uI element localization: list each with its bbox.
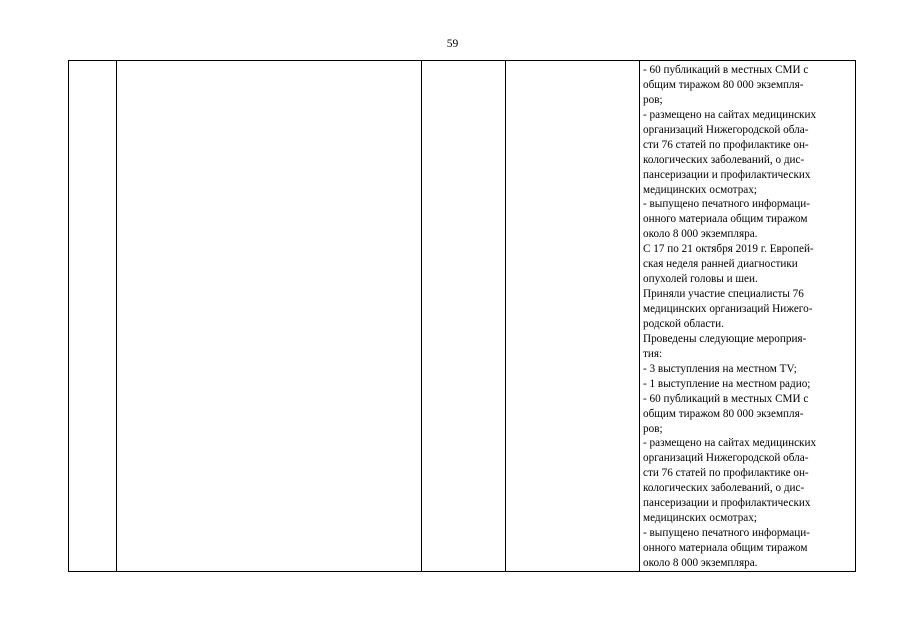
text-line: медицинских осмотрах; xyxy=(643,183,757,196)
page-number: 59 xyxy=(446,38,459,50)
table-cell-1 xyxy=(69,61,117,572)
table-cell-5 xyxy=(640,61,856,572)
text-line: Приняли участие специалисты 76 xyxy=(643,288,804,301)
text-line: ская неделя ранней диагностики xyxy=(643,258,798,271)
text-line: около 8 000 экземпляра. xyxy=(643,228,758,241)
text-line: медицинских организаций Нижего- xyxy=(643,303,813,315)
text-line: организаций Нижегородской обла- xyxy=(643,123,809,136)
text-line: пансеризации и профилактических xyxy=(643,497,811,510)
text-line: онного материала общим тиражом xyxy=(643,213,808,226)
text-line: ров; xyxy=(643,422,663,435)
text-line: Проведены следующие мероприя- xyxy=(643,332,807,345)
text-line: медицинских осмотрах; xyxy=(643,512,757,525)
text-line: родской области. xyxy=(643,317,724,330)
text-line: С 17 по 21 октября 2019 г. Европей- xyxy=(643,243,814,256)
text-line: опухолей головы и шеи. xyxy=(643,273,758,286)
measures-description xyxy=(640,61,855,571)
text-line: организаций Нижегородской обла- xyxy=(643,452,809,465)
text-line: онного материала общим тиражом xyxy=(643,542,808,554)
text-line: - размещено на сайтах медицинских xyxy=(643,437,817,450)
text-line: пансеризации и профилактических xyxy=(643,168,811,181)
text-line: - выпущено печатного информаци- xyxy=(643,527,810,540)
text-line: - 1 выступление на местном радио; xyxy=(643,377,811,390)
text-line: тия: xyxy=(643,347,663,360)
document-table xyxy=(68,60,856,572)
text-line: - выпущено печатного информаци- xyxy=(643,198,810,211)
table-cell-2 xyxy=(117,61,422,572)
text-line: - 60 публикаций в местных СМИ с xyxy=(643,64,809,76)
text-line: кологических заболеваний, о дис- xyxy=(643,482,805,495)
text-line: - 60 публикаций в местных СМИ с xyxy=(643,392,809,405)
table-cell-4 xyxy=(506,61,640,572)
text-line: около 8 000 экземпляра. xyxy=(643,556,758,569)
text-line: - 3 выступления на местном TV; xyxy=(643,362,797,375)
text-line: сти 76 статей по профилактике он- xyxy=(643,467,809,480)
text-line: ров; xyxy=(643,93,663,106)
table-row xyxy=(69,61,856,572)
text-line: - размещено на сайтах медицинских xyxy=(643,108,817,121)
text-line: сти 76 статей по профилактике он- xyxy=(643,138,809,151)
text-line: общим тиражом 80 000 экземпля- xyxy=(643,407,804,420)
text-line: кологических заболеваний, о дис- xyxy=(643,153,805,166)
table-cell-3 xyxy=(422,61,506,572)
text-line: общим тиражом 80 000 экземпля- xyxy=(643,78,804,91)
